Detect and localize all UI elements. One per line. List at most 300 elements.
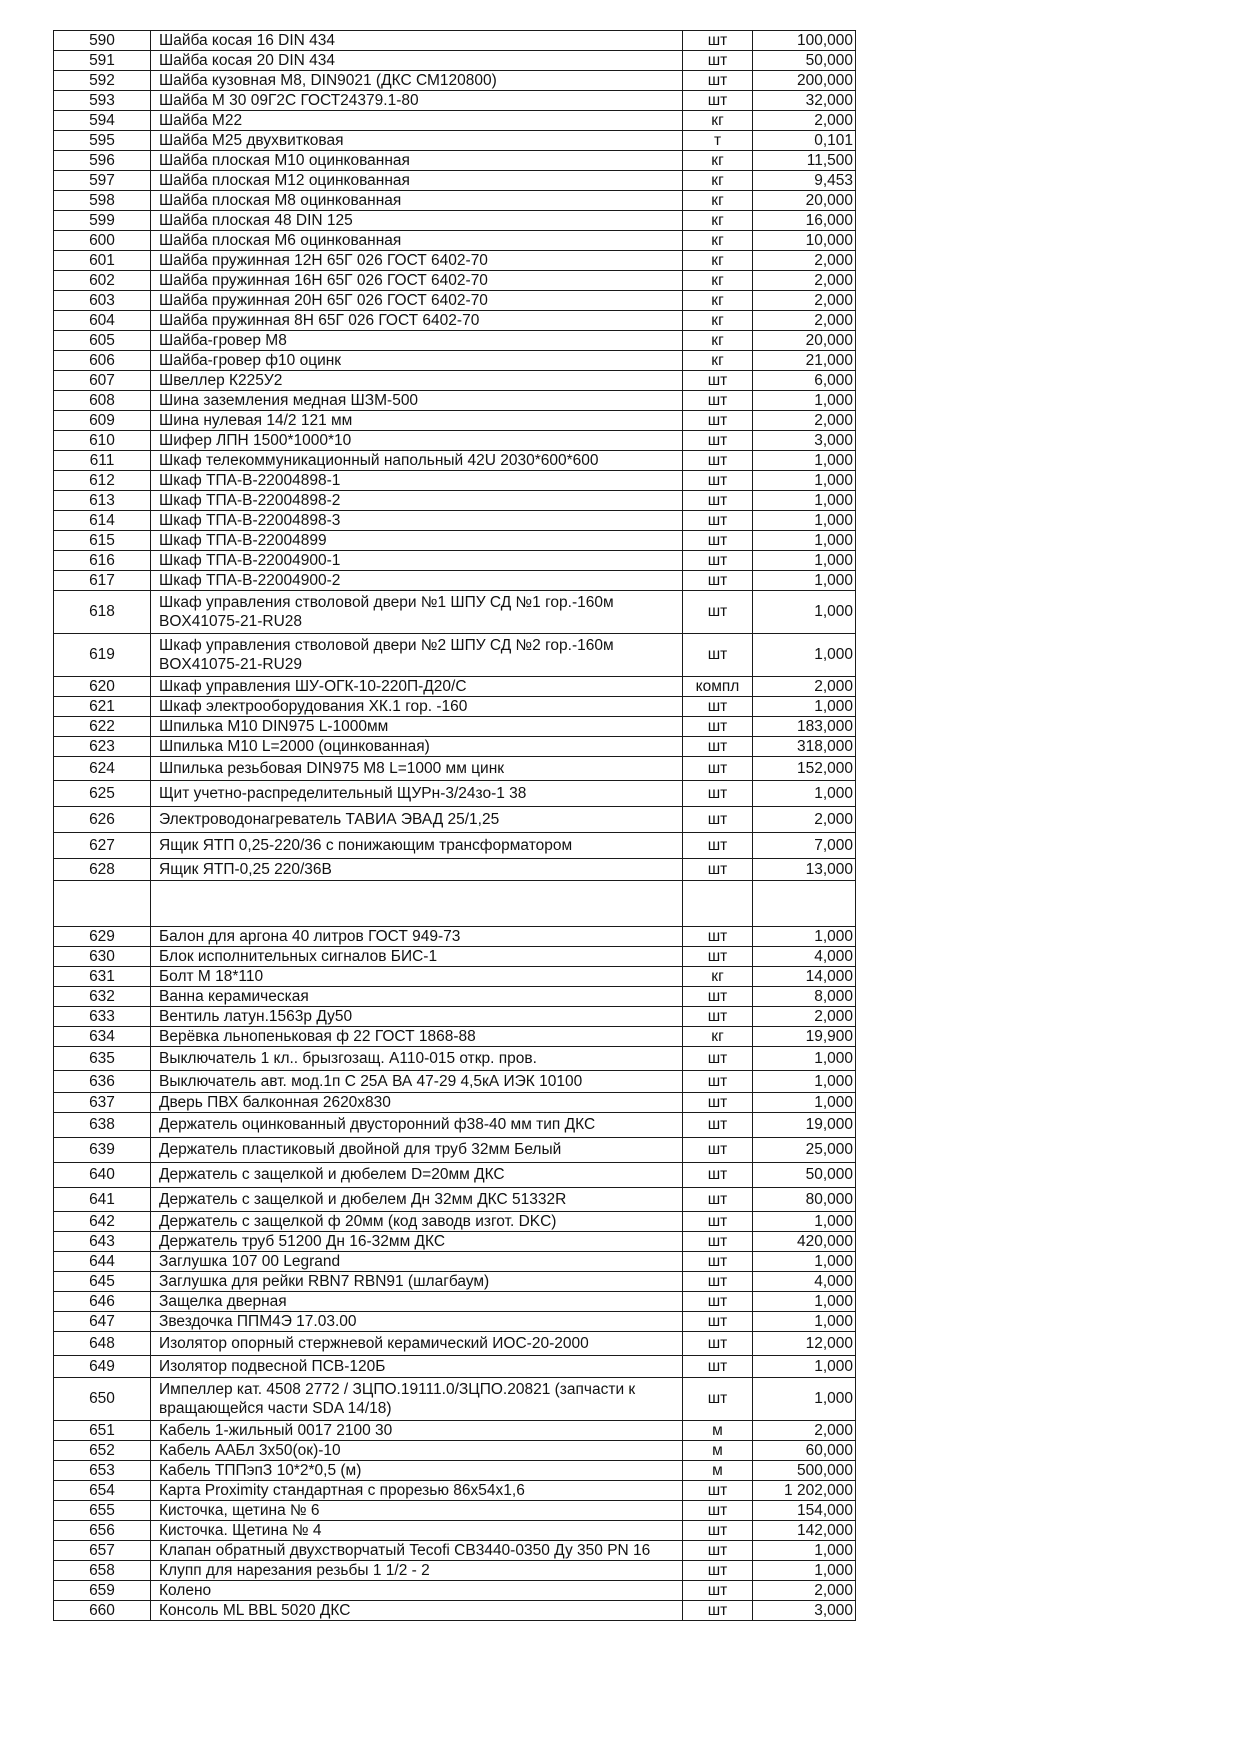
row-number-cell: 612 [54,471,151,491]
quantity-cell: 200,000 [753,71,856,91]
unit-cell: шт [683,1481,753,1501]
table-row [54,1541,856,1561]
unit-cell: шт [683,807,753,833]
quantity-cell: 0,101 [753,131,856,151]
row-number-cell: 649 [54,1356,151,1378]
item-name-cell: Шкаф ТПА-В-22004900-1 [151,551,683,571]
table-row [54,111,856,131]
row-number-cell: 660 [54,1601,151,1621]
quantity-cell: 1 202,000 [753,1481,856,1501]
table-row [54,1378,856,1421]
row-number-cell: 623 [54,737,151,757]
unit-cell: кг [683,191,753,211]
item-name-cell: Дверь ПВХ балконная 2620х830 [151,1093,683,1113]
table-row [54,271,856,291]
table-row [54,1312,856,1332]
row-number-cell: 608 [54,391,151,411]
table-row [54,1501,856,1521]
unit-cell: шт [683,1292,753,1312]
spacer-row [54,881,856,927]
table-row [54,571,856,591]
row-number-cell: 598 [54,191,151,211]
quantity-cell: 1,000 [753,781,856,807]
item-name-cell: Шпилька резьбовая DIN975 М8 L=1000 мм цинк [151,757,683,781]
quantity-cell: 6,000 [753,371,856,391]
table-row [54,591,856,634]
unit-cell: кг [683,111,753,131]
unit-cell: шт [683,927,753,947]
item-name-cell [151,881,683,927]
unit-cell: шт [683,491,753,511]
unit-cell: шт [683,411,753,431]
table-row [54,1521,856,1541]
item-name-cell: Балон для аргона 40 литров ГОСТ 949-73 [151,927,683,947]
table-row [54,1163,856,1188]
quantity-cell: 2,000 [753,1421,856,1441]
row-number-cell: 599 [54,211,151,231]
item-name-cell: Кабель ТППэпЗ 10*2*0,5 (м) [151,1461,683,1481]
quantity-cell: 1,000 [753,1356,856,1378]
quantity-cell: 142,000 [753,1521,856,1541]
table-row [54,191,856,211]
quantity-cell: 1,000 [753,491,856,511]
quantity-cell: 10,000 [753,231,856,251]
row-number-cell: 611 [54,451,151,471]
quantity-cell: 3,000 [753,431,856,451]
table-row [54,1093,856,1113]
table-row [54,551,856,571]
unit-cell: шт [683,859,753,881]
unit-cell: кг [683,1027,753,1047]
item-name-cell: Изолятор подвесной ПСВ-120Б [151,1356,683,1378]
quantity-cell: 1,000 [753,591,856,634]
quantity-cell: 13,000 [753,859,856,881]
item-name-cell: Кабель 1-жильный 0017 2100 30 [151,1421,683,1441]
row-number-cell: 620 [54,677,151,697]
item-name-cell: Шкаф ТПА-В-22004900-2 [151,571,683,591]
item-name-cell: Шифер ЛПН 1500*1000*10 [151,431,683,451]
unit-cell: м [683,1421,753,1441]
item-name-cell: Шайба плоская М8 оцинкованная [151,191,683,211]
row-number-cell: 593 [54,91,151,111]
item-name-cell: Заглушка для рейки RBN7 RBN91 (шлагбаум) [151,1272,683,1292]
unit-cell: шт [683,1312,753,1332]
quantity-cell: 1,000 [753,1292,856,1312]
table-row [54,757,856,781]
quantity-cell: 4,000 [753,1272,856,1292]
unit-cell: шт [683,833,753,859]
item-name-cell: Выключатель авт. мод.1п С 25А ВА 47-29 4,5кА ИЭК 10100 [151,1071,683,1093]
quantity-cell: 1,000 [753,471,856,491]
row-number-cell: 650 [54,1378,151,1421]
table-row [54,1232,856,1252]
quantity-cell: 2,000 [753,807,856,833]
row-number-cell: 653 [54,1461,151,1481]
row-number-cell: 651 [54,1421,151,1441]
table-row [54,859,856,881]
item-name-cell: Шкаф ТПА-В-22004899 [151,531,683,551]
item-name-cell: Шайба-гровер М8 [151,331,683,351]
unit-cell: шт [683,451,753,471]
quantity-cell: 9,453 [753,171,856,191]
unit-cell: шт [683,1163,753,1188]
quantity-cell: 1,000 [753,1378,856,1421]
row-number-cell: 592 [54,71,151,91]
quantity-cell: 2,000 [753,271,856,291]
unit-cell: кг [683,967,753,987]
table-row [54,351,856,371]
table-row [54,1113,856,1138]
table-row [54,833,856,859]
unit-cell: кг [683,311,753,331]
table-row [54,1071,856,1093]
item-name-cell: Заглушка 107 00 Legrand [151,1252,683,1272]
unit-cell: шт [683,1541,753,1561]
item-name-cell: Шайба М22 [151,111,683,131]
unit-cell: шт [683,31,753,51]
row-number-cell: 624 [54,757,151,781]
quantity-cell: 2,000 [753,251,856,271]
item-name-cell: Шина нулевая 14/2 121 мм [151,411,683,431]
row-number-cell: 641 [54,1188,151,1212]
quantity-cell: 1,000 [753,1252,856,1272]
item-name-cell: Шайба косая 16 DIN 434 [151,31,683,51]
quantity-cell: 183,000 [753,717,856,737]
table-row [54,411,856,431]
row-number-cell: 604 [54,311,151,331]
unit-cell: кг [683,211,753,231]
row-number-cell: 603 [54,291,151,311]
row-number-cell: 615 [54,531,151,551]
quantity-cell: 14,000 [753,967,856,987]
row-number-cell: 617 [54,571,151,591]
unit-cell: шт [683,781,753,807]
unit-cell: шт [683,987,753,1007]
table-row [54,1561,856,1581]
table-row [54,697,856,717]
table-row [54,231,856,251]
unit-cell: шт [683,1521,753,1541]
row-number-cell: 626 [54,807,151,833]
row-number-cell: 600 [54,231,151,251]
unit-cell: шт [683,1071,753,1093]
row-number-cell: 629 [54,927,151,947]
item-name-cell: Шайба плоская М10 оцинкованная [151,151,683,171]
table-row [54,717,856,737]
row-number-cell: 643 [54,1232,151,1252]
unit-cell: шт [683,717,753,737]
table-row [54,431,856,451]
item-name-cell: Шкаф ТПА-В-22004898-1 [151,471,683,491]
table-row [54,1138,856,1163]
quantity-cell: 1,000 [753,1071,856,1093]
unit-cell: шт [683,1047,753,1071]
table-row [54,947,856,967]
inventory-table-body [54,31,856,1621]
item-name-cell: Защелка дверная [151,1292,683,1312]
quantity-cell: 2,000 [753,1007,856,1027]
item-name-cell: Шпилька М10 L=2000 (оцинкованная) [151,737,683,757]
table-row [54,781,856,807]
row-number-cell: 631 [54,967,151,987]
quantity-cell: 19,900 [753,1027,856,1047]
item-name-cell: Шайба М 30 09Г2С ГОСТ24379.1-80 [151,91,683,111]
item-name-cell: Кисточка. Щетина № 4 [151,1521,683,1541]
unit-cell: шт [683,471,753,491]
unit-cell: шт [683,1232,753,1252]
table-row [54,511,856,531]
unit-cell: м [683,1441,753,1461]
item-name-cell: Держатель пластиковый двойной для труб 32мм Белый [151,1138,683,1163]
item-name-cell: Ванна керамическая [151,987,683,1007]
unit-cell: шт [683,1356,753,1378]
table-row [54,1581,856,1601]
quantity-cell: 318,000 [753,737,856,757]
quantity-cell: 50,000 [753,51,856,71]
quantity-cell: 80,000 [753,1188,856,1212]
quantity-cell: 8,000 [753,987,856,1007]
unit-cell: шт [683,947,753,967]
item-name-cell: Шайба плоская М12 оцинкованная [151,171,683,191]
row-number-cell: 606 [54,351,151,371]
row-number-cell: 628 [54,859,151,881]
table-row [54,1332,856,1356]
unit-cell: шт [683,571,753,591]
unit-cell: шт [683,371,753,391]
quantity-cell: 2,000 [753,1581,856,1601]
row-number-cell [54,881,151,927]
table-row [54,1272,856,1292]
table-row [54,677,856,697]
row-number-cell: 618 [54,591,151,634]
unit-cell: кг [683,351,753,371]
item-name-cell: Шкаф управления стволовой двери №2 ШПУ СД №2 гор.-160м BOX41075-21-RU29 [151,634,683,677]
table-row [54,31,856,51]
unit-cell: шт [683,511,753,531]
quantity-cell: 1,000 [753,927,856,947]
unit-cell: шт [683,1007,753,1027]
item-name-cell: Звездочка ППМ4Э 17.03.00 [151,1312,683,1332]
row-number-cell: 590 [54,31,151,51]
unit-cell: шт [683,71,753,91]
item-name-cell: Держатель с защелкой и дюбелем Дн 32мм ДКС 51332R [151,1188,683,1212]
unit-cell: шт [683,1332,753,1356]
table-row [54,1461,856,1481]
item-name-cell: Шкаф управления стволовой двери №1 ШПУ СД №1 гор.-160м BOX41075-21-RU28 [151,591,683,634]
row-number-cell: 597 [54,171,151,191]
unit-cell: шт [683,531,753,551]
unit-cell: шт [683,757,753,781]
row-number-cell: 645 [54,1272,151,1292]
quantity-cell: 16,000 [753,211,856,231]
item-name-cell: Электроводонагреватель ТАВИА ЭВАД 25/1,25 [151,807,683,833]
row-number-cell: 616 [54,551,151,571]
table-row [54,1356,856,1378]
quantity-cell: 1,000 [753,531,856,551]
row-number-cell: 595 [54,131,151,151]
item-name-cell: Карта Proximity стандартная с прорезью 86х54х1,6 [151,1481,683,1501]
unit-cell: компл [683,677,753,697]
unit-cell: шт [683,551,753,571]
row-number-cell: 602 [54,271,151,291]
row-number-cell: 648 [54,1332,151,1356]
table-row [54,987,856,1007]
item-name-cell: Шайба косая 20 DIN 434 [151,51,683,71]
row-number-cell: 657 [54,1541,151,1561]
quantity-cell: 100,000 [753,31,856,51]
item-name-cell: Держатель с защелкой ф 20мм (код заводв изгот. DKC) [151,1212,683,1232]
table-row [54,737,856,757]
row-number-cell: 591 [54,51,151,71]
table-row [54,634,856,677]
row-number-cell: 633 [54,1007,151,1027]
quantity-cell: 154,000 [753,1501,856,1521]
item-name-cell: Ящик ЯТП 0,25-220/36 с понижающим трансформатором [151,833,683,859]
quantity-cell: 1,000 [753,571,856,591]
item-name-cell: Ящик ЯТП-0,25 220/36В [151,859,683,881]
item-name-cell: Держатель оцинкованный двусторонний ф38-40 мм тип ДКС [151,1113,683,1138]
unit-cell: шт [683,51,753,71]
row-number-cell: 639 [54,1138,151,1163]
item-name-cell: Изолятор опорный стержневой керамический ИОС-20-2000 [151,1332,683,1356]
row-number-cell: 632 [54,987,151,1007]
item-name-cell: Шайба плоская М6 оцинкованная [151,231,683,251]
table-row [54,471,856,491]
quantity-cell: 32,000 [753,91,856,111]
item-name-cell: Шайба плоская 48 DIN 125 [151,211,683,231]
quantity-cell: 1,000 [753,451,856,471]
table-row [54,291,856,311]
item-name-cell: Клупп для нарезания резьбы 1 1/2 - 2 [151,1561,683,1581]
row-number-cell: 613 [54,491,151,511]
table-row [54,1027,856,1047]
quantity-cell: 1,000 [753,1561,856,1581]
table-row [54,807,856,833]
item-name-cell: Шкаф управления ШУ-ОГК-10-220П-Д20/С [151,677,683,697]
quantity-cell: 1,000 [753,391,856,411]
unit-cell: кг [683,331,753,351]
row-number-cell: 621 [54,697,151,717]
row-number-cell: 654 [54,1481,151,1501]
item-name-cell: Выключатель 1 кл.. брызгозащ. А110-015 откр. пров. [151,1047,683,1071]
row-number-cell: 655 [54,1501,151,1521]
table-row [54,1421,856,1441]
table-row [54,491,856,511]
table-row [54,1007,856,1027]
item-name-cell: Шайба пружинная 20Н 65Г 026 ГОСТ 6402-70 [151,291,683,311]
row-number-cell: 622 [54,717,151,737]
row-number-cell: 644 [54,1252,151,1272]
unit-cell: шт [683,1378,753,1421]
table-row [54,311,856,331]
table-row [54,927,856,947]
table-row [54,151,856,171]
table-row [54,91,856,111]
unit-cell: кг [683,291,753,311]
table-row [54,51,856,71]
unit-cell: шт [683,1581,753,1601]
unit-cell [683,881,753,927]
table-row [54,1188,856,1212]
table-row [54,371,856,391]
unit-cell: шт [683,1138,753,1163]
row-number-cell: 601 [54,251,151,271]
row-number-cell: 658 [54,1561,151,1581]
table-row [54,1601,856,1621]
quantity-cell: 1,000 [753,697,856,717]
item-name-cell: Шкаф телекоммуникационный напольный 42U 2030*600*600 [151,451,683,471]
quantity-cell: 20,000 [753,191,856,211]
item-name-cell: Клапан обратный двухстворчатый Tecofi CB3440-0350 Ду 350 PN 16 [151,1541,683,1561]
row-number-cell: 607 [54,371,151,391]
table-row [54,531,856,551]
table-row [54,1212,856,1232]
row-number-cell: 596 [54,151,151,171]
quantity-cell: 20,000 [753,331,856,351]
item-name-cell: Шайба М25 двухвитковая [151,131,683,151]
item-name-cell: Болт М 18*110 [151,967,683,987]
item-name-cell: Щит учетно-распределительный ЩУРн-3/24зо-1 38 [151,781,683,807]
unit-cell: шт [683,1212,753,1232]
quantity-cell: 1,000 [753,511,856,531]
item-name-cell: Блок исполнительных сигналов БИС-1 [151,947,683,967]
item-name-cell: Колено [151,1581,683,1601]
row-number-cell: 635 [54,1047,151,1071]
row-number-cell: 619 [54,634,151,677]
item-name-cell: Кабель ААБл 3х50(ок)-10 [151,1441,683,1461]
row-number-cell: 637 [54,1093,151,1113]
row-number-cell: 638 [54,1113,151,1138]
quantity-cell: 19,000 [753,1113,856,1138]
item-name-cell: Шайба кузовная М8, DIN9021 (ДКС СМ120800) [151,71,683,91]
table-row [54,1292,856,1312]
quantity-cell: 11,500 [753,151,856,171]
table-row [54,391,856,411]
row-number-cell: 605 [54,331,151,351]
unit-cell: шт [683,1093,753,1113]
quantity-cell: 2,000 [753,111,856,131]
table-row [54,211,856,231]
quantity-cell: 2,000 [753,411,856,431]
unit-cell: шт [683,1272,753,1292]
item-name-cell: Шайба пружинная 8Н 65Г 026 ГОСТ 6402-70 [151,311,683,331]
item-name-cell: Шпилька М10 DIN975 L-1000мм [151,717,683,737]
item-name-cell: Шкаф ТПА-В-22004898-2 [151,491,683,511]
item-name-cell: Шайба-гровер ф10 оцинк [151,351,683,371]
quantity-cell: 152,000 [753,757,856,781]
unit-cell: шт [683,697,753,717]
item-name-cell: Шина заземления медная ШЗМ-500 [151,391,683,411]
row-number-cell: 594 [54,111,151,131]
item-name-cell: Шайба пружинная 12Н 65Г 026 ГОСТ 6402-70 [151,251,683,271]
quantity-cell: 25,000 [753,1138,856,1163]
row-number-cell: 614 [54,511,151,531]
unit-cell: шт [683,591,753,634]
table-row [54,1252,856,1272]
row-number-cell: 630 [54,947,151,967]
quantity-cell: 1,000 [753,1047,856,1071]
row-number-cell: 652 [54,1441,151,1461]
unit-cell: шт [683,1113,753,1138]
quantity-cell: 2,000 [753,677,856,697]
quantity-cell [753,881,856,927]
row-number-cell: 625 [54,781,151,807]
row-number-cell: 659 [54,1581,151,1601]
row-number-cell: 647 [54,1312,151,1332]
quantity-cell: 2,000 [753,291,856,311]
quantity-cell: 1,000 [753,1312,856,1332]
item-name-cell: Консоль ML BBL 5020 ДКС [151,1601,683,1621]
